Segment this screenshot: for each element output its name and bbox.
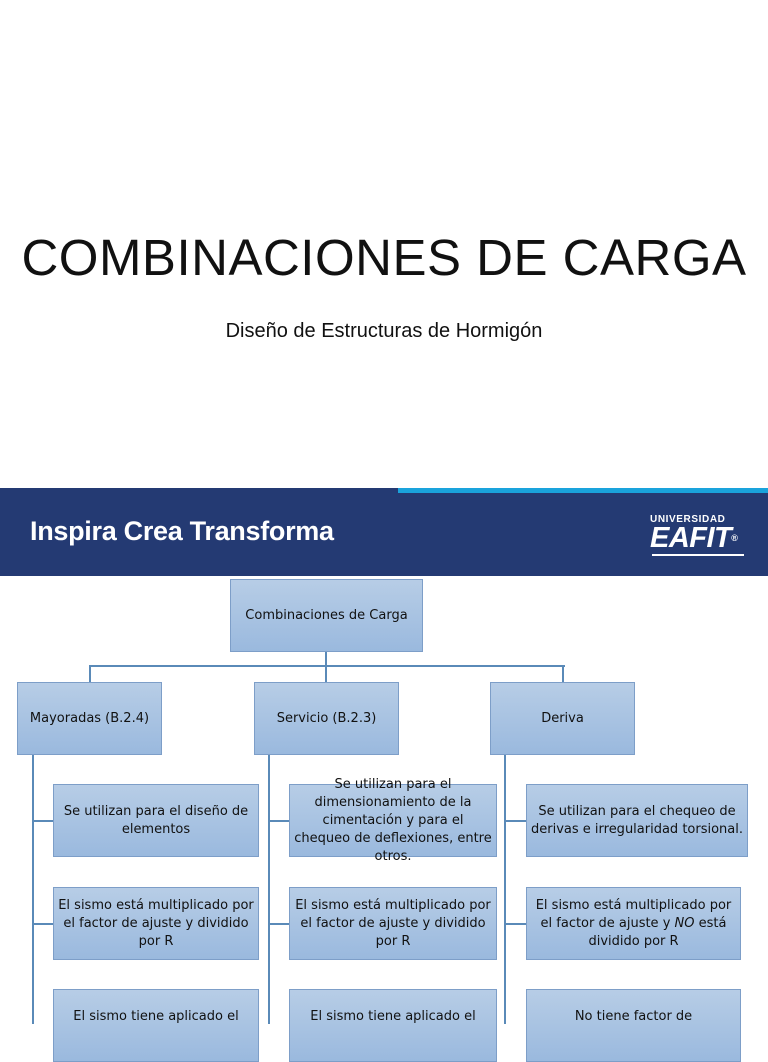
logo-university-text: UNIVERSIDAD bbox=[650, 514, 726, 525]
item-node: El sismo está multiplicado por el factor de ajuste y dividido por R bbox=[53, 887, 259, 960]
slide-subtitle: Diseño de Estructuras de Hormigón bbox=[225, 320, 543, 342]
column-spine-1 bbox=[32, 755, 34, 1024]
column-spine-3 bbox=[504, 755, 506, 1024]
category-node-mayoradas: Mayoradas (B.2.4) bbox=[17, 682, 162, 755]
tick-2-1 bbox=[268, 820, 290, 822]
item-node: Se utilizan para el chequeo de derivas e irregularidad torsional. bbox=[526, 784, 748, 857]
tick-2-2 bbox=[268, 923, 290, 925]
title-slide bbox=[0, 0, 768, 488]
root-stem bbox=[325, 652, 327, 666]
item-node: Se utilizan para el diseño de elementos bbox=[53, 784, 259, 857]
slide-title: COMBINACIONES DE CARGA bbox=[21, 229, 747, 286]
item-node: El sismo está multiplicado por el factor de ajuste y dividido por R bbox=[289, 887, 497, 960]
item-node: Se utilizan para el dimensionamiento de la cimentación y para el chequeo de deflexiones, entre otros. bbox=[289, 784, 497, 857]
tick-1-1 bbox=[32, 820, 54, 822]
org-chart bbox=[0, 576, 768, 1024]
logo-eafit-text: EAFIT® bbox=[650, 522, 738, 554]
tick-3-1 bbox=[504, 820, 526, 822]
item-node: No tiene factor de bbox=[526, 989, 741, 1062]
branch-stem-2 bbox=[325, 665, 327, 682]
item-node: El sismo está multiplicado por el factor de ajuste y NO está dividido por R bbox=[526, 887, 741, 960]
item-node: El sismo tiene aplicado el bbox=[53, 989, 259, 1062]
tick-1-2 bbox=[32, 923, 54, 925]
banner-tagline: Inspira Crea Transforma bbox=[30, 516, 334, 546]
brand-banner bbox=[0, 488, 768, 576]
tick-3-2 bbox=[504, 923, 526, 925]
logo-underline bbox=[652, 554, 744, 556]
branch-stem-3 bbox=[562, 665, 564, 682]
category-node-servicio: Servicio (B.2.3) bbox=[254, 682, 399, 755]
banner-accent-bar bbox=[398, 488, 768, 493]
branch-stem-1 bbox=[89, 665, 91, 682]
horizontal-connector bbox=[89, 665, 565, 667]
column-spine-2 bbox=[268, 755, 270, 1024]
eafit-logo bbox=[650, 514, 750, 554]
category-node-deriva: Deriva bbox=[490, 682, 635, 755]
item-node: El sismo tiene aplicado el bbox=[289, 989, 497, 1062]
root-node: Combinaciones de Carga bbox=[230, 579, 423, 652]
